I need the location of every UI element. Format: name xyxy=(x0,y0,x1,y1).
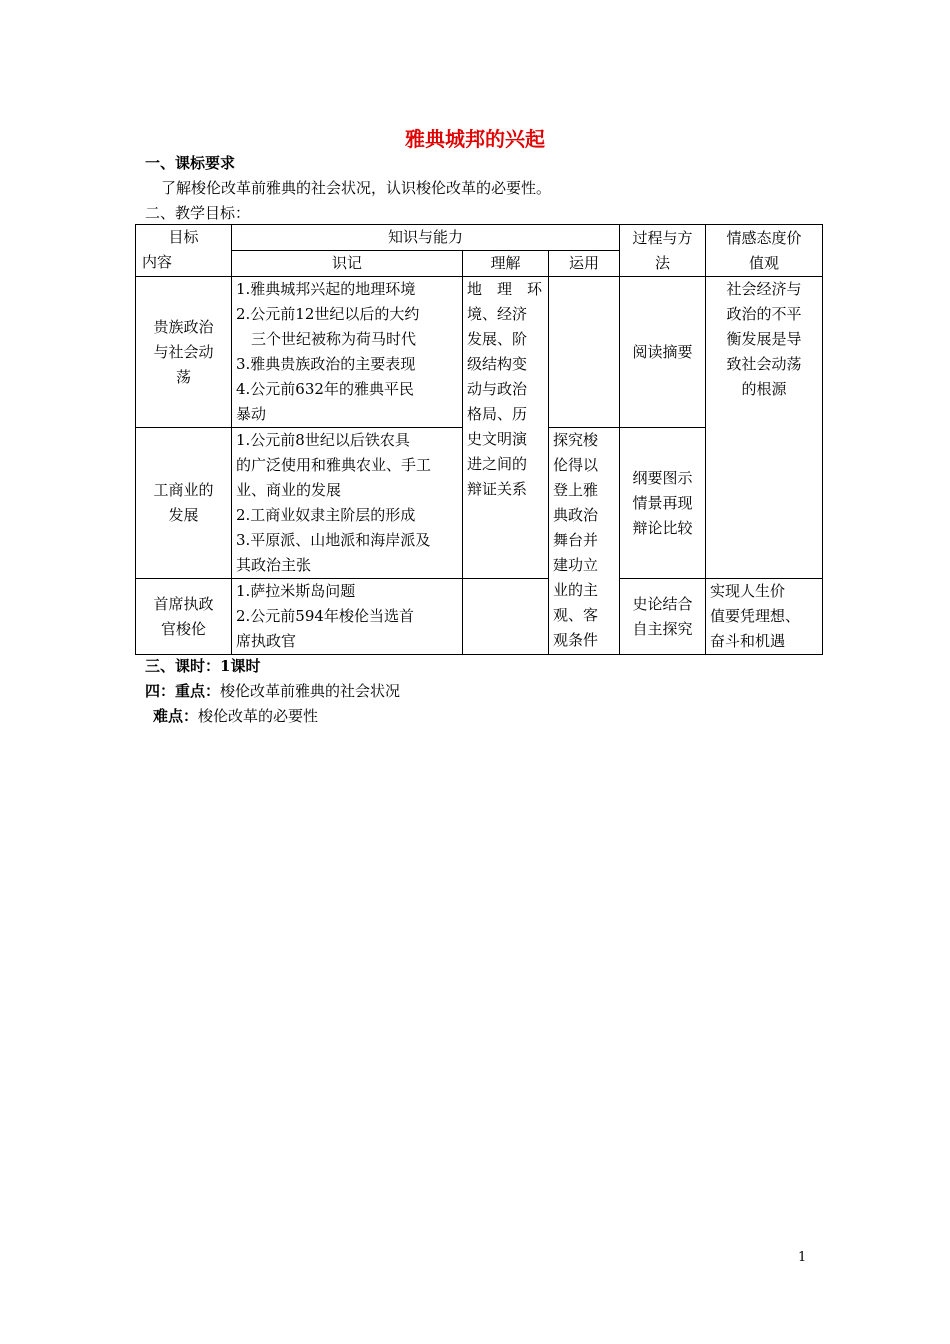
header-process: 过程与方 法 xyxy=(620,225,706,277)
header-target-line2: 内容 xyxy=(142,253,173,271)
header-target xyxy=(136,225,232,277)
understand-merged: 地 理 环 境、经济 发展、阶 级结构变 动与政治 格局、历 史文明演 进之间的 辩证关系 xyxy=(463,277,549,579)
key-point-text: 梭伦改革前雅典的社会状况 xyxy=(220,682,401,700)
section2-heading: 二、教学目标： xyxy=(145,204,251,222)
difficulty-label: 难点： xyxy=(153,707,199,725)
apply-merged: 探究梭 伦得以 登上雅 典政治 舞台并 建功立 业的主 观、客 观条件 xyxy=(549,428,620,655)
difficulty-text: 梭伦改革的必要性 xyxy=(198,707,319,725)
header-target-line1: 目标 xyxy=(168,228,199,246)
row3-emotion: 实现人生价 值要凭理想、 奋斗和机遇 xyxy=(706,579,823,655)
page-title: 雅典城邦的兴起 xyxy=(405,127,545,151)
row1-recognize: 1.雅典城邦兴起的地理环境 2.公元前12世纪以后的大约 三个世纪被称为荷马时代 3.雅典贵族政治的主要表现 4.公元前632年的雅典平民 暴动 xyxy=(232,277,463,428)
row3-understand-empty xyxy=(463,579,549,655)
row1-process: 阅读摘要 xyxy=(620,277,706,428)
header-emotion: 情感态度价 值观 xyxy=(706,225,823,277)
header-recognize: 识记 xyxy=(232,251,463,277)
header-understand: 理解 xyxy=(463,251,549,277)
row2-topic: 工商业的 发展 xyxy=(136,428,232,579)
teaching-goals-table xyxy=(135,224,823,655)
row3-topic: 首席执政 官梭伦 xyxy=(136,579,232,655)
key-point-label: 四：重点： xyxy=(145,682,221,700)
section1-heading: 一、课标要求 xyxy=(145,154,236,172)
row2-recognize: 1.公元前8世纪以后铁农具 的广泛使用和雅典农业、手工 业、商业的发展 2.工商业奴隶主阶层的形成 3.平原派、山地派和海岸派及 其政治主张 xyxy=(232,428,463,579)
row2-process: 纲要图示 情景再现 辩论比较 xyxy=(620,428,706,579)
section3-heading: 三、课时：1课时 xyxy=(145,657,261,675)
section1-text: 了解梭伦改革前雅典的社会状况，认识梭伦改革的必要性。 xyxy=(161,179,552,197)
page-number: 1 xyxy=(798,1250,807,1265)
header-knowledge: 知识与能力 xyxy=(232,225,620,251)
row3-process: 史论结合 自主探究 xyxy=(620,579,706,655)
section4-line xyxy=(145,680,400,701)
emotion-merged: 社会经济与 政治的不平 衡发展是导 致社会动荡 的根源 xyxy=(706,277,823,579)
row3-recognize: 1.萨拉米斯岛问题 2.公元前594年梭伦当选首 席执政官 xyxy=(232,579,463,655)
difficulty-line xyxy=(153,705,318,726)
row1-apply-empty xyxy=(549,277,620,428)
row1-topic: 贵族政治 与社会动 荡 xyxy=(136,277,232,428)
header-apply: 运用 xyxy=(549,251,620,277)
